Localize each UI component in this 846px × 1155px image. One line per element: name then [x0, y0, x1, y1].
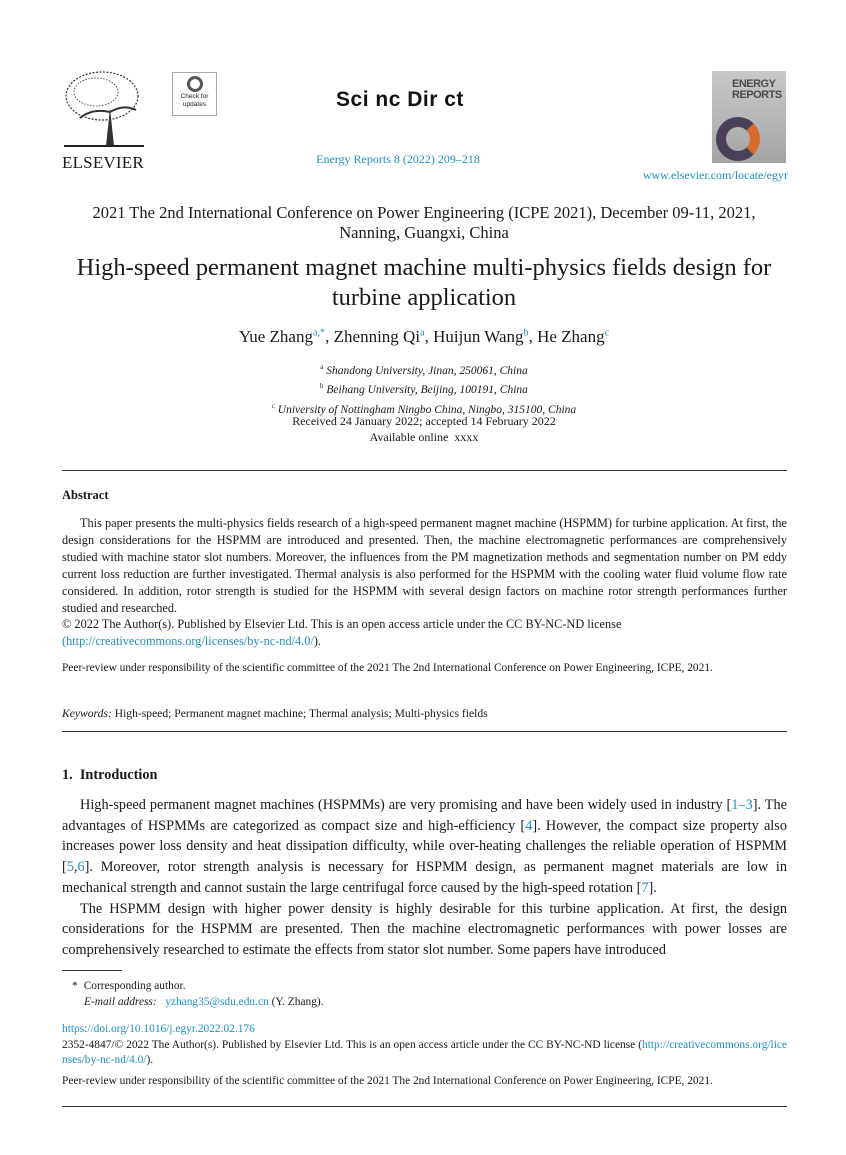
received-date: Received 24 January 2022; accepted 14 February 2022	[292, 414, 556, 428]
author-name: He Zhang	[537, 327, 605, 346]
divider	[62, 731, 787, 732]
cover-e-icon	[716, 117, 760, 161]
citation-link[interactable]: 7	[641, 879, 649, 896]
copyright-end: ).	[146, 1054, 154, 1066]
received-dates	[60, 413, 788, 445]
license-text: © 2022 The Author(s). Published by Elsevier Ltd. This is an open access article under the CC BY-NC-ND license	[62, 617, 622, 632]
introduction-paragraph-1: High-speed permanent magnet machines (HSPMMs) are very promising and have been widely used in industry [1–3]. The advantages of HSPMMs are categorized as compact size and high-efficiency [4]. However, the compact size property also increases power loss density and heat dissipation difficulty, while over-heating challenges the reliable operation of HSPMM [5,6]. Moreover, rotor strength analysis is necessary for HSPMM design, as permanent magnet materials are low in mechanical strength and cannot sustain the large centrifugal force caused by the high-speed rotation [7].	[62, 797, 787, 896]
footnote-marker: *	[72, 980, 78, 992]
divider	[62, 1106, 787, 1107]
license-end: ).	[313, 634, 321, 649]
citation-link[interactable]: 5	[66, 859, 74, 876]
journal-url[interactable]: www.elsevier.com/locate/egyr	[642, 168, 788, 182]
journal-reference[interactable]: Energy Reports 8 (2022) 209–218	[316, 152, 480, 166]
keywords-label: Keywords:	[62, 707, 112, 720]
affiliation-key: b	[320, 383, 324, 391]
corresponding-footnote	[72, 978, 324, 1010]
introduction-body	[62, 795, 787, 961]
check-updates-icon	[187, 76, 203, 92]
author-name: Yue Zhang	[238, 327, 313, 346]
author-name: Zhenning Qi	[333, 327, 421, 346]
abstract-heading: Abstract	[62, 488, 109, 502]
footer-license-link[interactable]: http://creativecommons.org/licenses/by-nc-nd/4.0/	[62, 1038, 787, 1066]
introduction-paragraph-2: The HSPMM design with higher power density is highly desirable for this turbine application. At first, the design considerations for the HSPMM are presented. Then the machine electromagnetic performances with power losses are comprehensively researched to estimate the effects from stator slot number. Some papers have introduced	[62, 900, 787, 958]
affiliation-text: University of Nottingham Ningbo China, Ningbo, 315100, China	[274, 403, 577, 416]
author-affiliation-marker[interactable]: b	[523, 327, 529, 339]
section-heading-introduction: 1. Introduction	[62, 767, 158, 783]
conference-info: 2021 The 2nd International Conference on Power Engineering (ICPE 2021), December 09-11, 2021, Nanning, Guangxi, China	[92, 203, 756, 242]
publisher-name: ELSEVIER	[62, 153, 144, 172]
elsevier-logo	[62, 68, 146, 172]
author-name: Huijun Wang	[433, 327, 524, 346]
copyright-text: 2352-4847/© 2022 The Author(s). Published by Elsevier Ltd. This is an open access article under the CC BY-NC-ND license (	[62, 1038, 643, 1051]
cover-title: ENERGY REPORTS	[732, 78, 782, 101]
divider	[62, 470, 787, 471]
license-link[interactable]: (http://creativecommons.org/licenses/by-nc-nd/4.0/	[62, 634, 314, 649]
affiliation-text: Shandong University, Jinan, 250061, China	[323, 364, 528, 377]
email-label: E-mail address:	[84, 996, 157, 1008]
available-online: Available online xxxx	[369, 430, 479, 444]
citation-link[interactable]: 6	[77, 859, 85, 876]
abstract-license	[62, 616, 787, 650]
footer	[62, 1022, 787, 1089]
check-for-updates-badge[interactable]	[172, 72, 217, 116]
keywords-text: High-speed; Permanent magnet machine; Thermal analysis; Multi-physics fields	[111, 707, 488, 720]
affiliation	[60, 379, 788, 398]
affiliation	[60, 360, 788, 379]
abstract-peer-review: Peer-review under responsibility of the scientific committee of the 2021 The 2nd International Conference on Power Engineering, ICPE, 2021.	[62, 662, 713, 674]
check-updates-label: Check for updates	[180, 93, 209, 108]
citation-link[interactable]: 1–3	[731, 797, 753, 813]
citation-link[interactable]: 4	[525, 817, 533, 834]
journal-cover	[712, 71, 786, 163]
paper-title: High-speed permanent magnet machine multi-physics fields design for turbine application	[76, 254, 772, 311]
doi-link[interactable]: https://doi.org/10.1016/j.egyr.2022.02.176	[62, 1023, 255, 1035]
affiliation-key: c	[271, 402, 275, 410]
email-link[interactable]: yzhang35@sdu.edu.cn	[165, 996, 269, 1008]
abstract-text: This paper presents the multi-physics fields research of a high-speed permanent magnet machine (HSPMM) for turbine application. At first, the design considerations for the HSPMM are introduced and presented. Then, the machine electromagnetic performances are comprehensively studied with machine stator slot numbers. Moreover, the influences from the PM magnetization methods and segmentation number on PM eddy current loss reduction are further investigated. Thermal analysis is also performed for the HSPMM with the cooling water fluid volume flow rate considered. In addition, rotor strength is studied for the HSPMM with several design factors on machine rotor strength performances further studied and researched.	[62, 516, 787, 615]
abstract-body	[62, 515, 787, 650]
author-affiliation-marker[interactable]: a,*	[312, 327, 326, 339]
author-affiliation-marker[interactable]: a	[420, 327, 425, 339]
affiliations	[60, 360, 788, 418]
footer-copyright	[62, 1038, 787, 1069]
email-suffix: (Y. Zhang).	[268, 996, 324, 1008]
keywords	[62, 707, 488, 720]
affiliation-key: a	[320, 364, 324, 371]
elsevier-tree-icon	[62, 68, 146, 148]
platform-logo: Sci nc Dir ct	[336, 88, 464, 111]
author-affiliation-marker[interactable]: c	[604, 327, 610, 339]
footnote-rule	[62, 970, 122, 971]
footer-peer-review: Peer-review under responsibility of the scientific committee of the 2021 The 2nd International Conference on Power Engineering, ICPE, 2021.	[62, 1074, 713, 1087]
affiliation-text: Beihang University, Beijing, 100191, China	[323, 384, 528, 397]
corresponding-label: Corresponding author.	[83, 980, 186, 992]
authors: Yue Zhang$^{a,*}$, Zhenning Qi$^a$, Huijun Wang$^b$, He Zhang$^c$	[238, 327, 610, 346]
